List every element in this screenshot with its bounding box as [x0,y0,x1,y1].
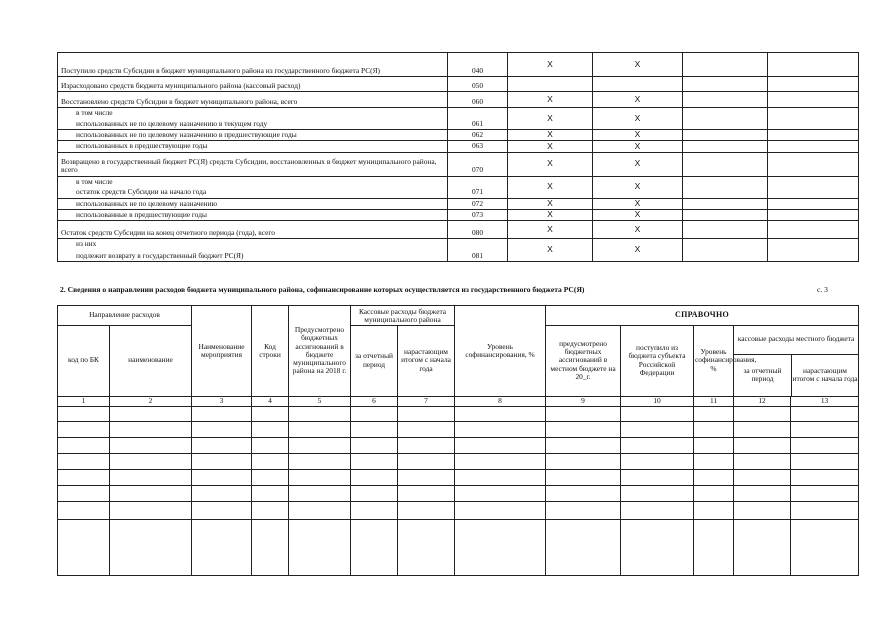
header-kbk: код по БК [58,325,110,396]
cell-empty [768,198,859,209]
table-cell [694,485,734,501]
cell-empty [768,209,859,220]
table-cell [192,406,252,421]
cell-x: X [508,198,593,209]
row-label: из них [58,239,448,250]
row-label: Возвращено в государственный бюджет РС(Я) средств Субсидии, восстановленных в бюджет муниципального района, всего [58,152,448,176]
row-label: остаток средств Субсидии на начало года [58,187,448,198]
table-cell [791,519,859,575]
table-row [58,453,859,469]
cell-empty [683,92,768,108]
table-cell [252,453,289,469]
table-cell [734,519,791,575]
cell-x: X [508,53,593,77]
cell-x: X [593,130,683,141]
table-cell [546,453,621,469]
table-cell [252,485,289,501]
table-cell [192,501,252,519]
column-number: 10 [621,396,694,406]
cell-x: X [508,130,593,141]
cell-x: X [593,209,683,220]
header-ref-cash-period: за отчетный период [734,355,792,396]
table-cell [398,453,455,469]
table-cell [252,501,289,519]
table-cell [546,469,621,485]
cell-x: X [593,239,683,262]
table-row [58,130,859,141]
row-code: 062 [448,130,508,141]
cell-empty [683,209,768,220]
table-cell [791,469,859,485]
table-cell [694,519,734,575]
table-cell [694,469,734,485]
table-row [58,501,859,519]
table-cell [621,519,694,575]
table-cell [398,469,455,485]
table-cell [58,406,110,421]
row-label: использованных не по целевому назначению в предшествующие годы [58,130,448,141]
table-cell [289,437,351,453]
cell-empty [683,239,768,262]
table-cell [252,437,289,453]
table-row [58,485,859,501]
cell-empty [768,108,859,130]
header-ref-planned: предусмотрено бюджетных ассигнований в местном бюджете на 20_г. [546,325,621,396]
row-label: использованных не по целевому назначению [58,198,448,209]
row-label: Остаток средств Субсидии на конец отчетного периода (года), всего [58,221,448,239]
table-cell [58,421,110,437]
header-direction: Направление расходов [58,306,192,326]
table-cell [621,469,694,485]
column-number-row [58,396,859,406]
table-cell [58,453,110,469]
column-number: 1 [58,396,110,406]
table-row [58,141,859,152]
cell-empty [683,53,768,77]
row-label: Поступило средств Субсидии в бюджет муниципального района из государственного бюджета РС(Я) [58,53,448,77]
table-cell [734,437,791,453]
cell-empty [768,77,859,92]
table-cell [621,406,694,421]
table-cell [192,469,252,485]
table-cell [546,501,621,519]
cell-x: X [593,92,683,108]
column-number: 2 [110,396,192,406]
table-cell [398,501,455,519]
cell-empty [683,130,768,141]
table-cell [192,421,252,437]
table-row [58,198,859,209]
table-cell [621,421,694,437]
cell-empty [768,239,859,262]
row-code: 050 [448,77,508,92]
cell-x: X [508,221,593,239]
table-cell [694,501,734,519]
row-label: использованных не по целевому назначению в текущем году [58,119,448,130]
column-number: 3 [192,396,252,406]
table-cell [546,437,621,453]
header-ref-cash-group [734,325,859,396]
row-code: 081 [448,239,508,262]
cell-empty [683,152,768,176]
table-cell [58,501,110,519]
table-cell [455,453,546,469]
cell-empty [593,77,683,92]
cell-x: X [593,221,683,239]
table-cell [289,485,351,501]
table-cell [791,501,859,519]
cell-x: X [508,239,593,262]
table-cell [694,453,734,469]
cell-empty [768,221,859,239]
cell-x: X [508,209,593,220]
header-planned: Предусмотрено бюджетных ассигнований в бюджете муниципального района на 2018 г. [289,306,351,397]
table-cell [289,421,351,437]
row-label: Израсходовано средств бюджета муниципального района (кассовый расход) [58,77,448,92]
table-cell [351,437,398,453]
cell-x: X [593,198,683,209]
row-label: подлежит возврату в государственный бюджет РС(Я) [58,250,448,262]
table-row [58,406,859,421]
table-cell [734,421,791,437]
table-cell [398,519,455,575]
balance-table [57,52,859,262]
cell-x: X [593,152,683,176]
expenses-table [57,305,859,576]
table-row [58,152,859,176]
section-title: 2. Сведения о направлении расходов бюджета муниципального района, софинансирование которых осуществляется из государственного бюджета РС(Я) [60,285,585,294]
table-cell [791,453,859,469]
row-code: 063 [448,141,508,152]
header-name: наименование [110,325,192,396]
column-number: 6 [351,396,398,406]
table-row [58,53,859,77]
table-cell [252,406,289,421]
table-cell [110,406,192,421]
row-label: в том числе [58,108,448,119]
table-cell [546,421,621,437]
cell-empty [683,141,768,152]
table-cell [351,485,398,501]
table-cell [110,421,192,437]
table-cell [58,485,110,501]
table-cell [252,469,289,485]
table-cell [694,437,734,453]
table-cell [351,453,398,469]
table-cell [734,485,791,501]
cell-x: X [508,152,593,176]
table-cell [791,437,859,453]
header-level: Уровень софинансирования, % [455,306,546,397]
row-code: 060 [448,92,508,108]
table-cell [58,519,110,575]
table-cell [546,519,621,575]
row-code: 072 [448,198,508,209]
cell-empty [683,176,768,198]
header-cash: Кассовые расходы бюджета муниципального района [351,306,455,326]
row-code: 070 [448,152,508,176]
table-cell [351,519,398,575]
table-row [58,209,859,220]
table-cell [455,485,546,501]
table-row [58,519,859,575]
table-cell [252,519,289,575]
header-event: Наименование мероприятия [192,306,252,397]
table-row [58,437,859,453]
cell-x: X [593,108,683,130]
cell-empty [768,92,859,108]
table-cell [192,437,252,453]
cell-empty [768,130,859,141]
cell-x: X [593,53,683,77]
cell-x: X [508,176,593,198]
table-cell [455,519,546,575]
table-cell [351,421,398,437]
column-number: 5 [289,396,351,406]
row-code: 040 [448,53,508,77]
row-label: использованные в предшествующие годы [58,209,448,220]
page-number: с. 3 [817,285,828,294]
table-row [58,77,859,92]
table-row [58,421,859,437]
header-line-code: Код строки [252,306,289,397]
table-body [58,406,859,575]
header-ref-level: Уровень софинансирования, % [694,325,734,396]
row-code: 080 [448,221,508,239]
table-cell [289,453,351,469]
table-cell [351,469,398,485]
table-cell [546,406,621,421]
row-code: 073 [448,209,508,220]
cell-empty [683,108,768,130]
cell-empty [768,53,859,77]
cell-empty [683,77,768,92]
table-cell [694,421,734,437]
table-cell [398,421,455,437]
column-number: 13 [791,396,859,406]
header-reference: СПРАВОЧНО [546,306,859,326]
table-cell [734,501,791,519]
column-number: 11 [694,396,734,406]
table-cell [734,453,791,469]
table-cell [734,406,791,421]
cell-empty [768,176,859,198]
table-cell [621,437,694,453]
table-cell [192,485,252,501]
column-number: 9 [546,396,621,406]
table-cell [289,406,351,421]
column-number: 7 [398,396,455,406]
table-row [58,239,859,250]
cell-empty [683,221,768,239]
table-cell [398,485,455,501]
table-cell [621,485,694,501]
cell-x: X [593,176,683,198]
row-code: 061 [448,108,508,130]
column-number: 12 [734,396,791,406]
cell-empty [683,198,768,209]
table-cell [455,437,546,453]
row-label: в том числе [58,176,448,187]
table-cell [791,406,859,421]
table-cell [110,485,192,501]
table-cell [398,406,455,421]
table-cell [351,406,398,421]
table-cell [110,453,192,469]
cell-empty [508,77,593,92]
header-cash-period: за отчетный период [351,325,398,396]
table-row [58,92,859,108]
table-cell [192,453,252,469]
table-row [58,469,859,485]
table-cell [734,469,791,485]
table-cell [791,421,859,437]
table-cell [58,469,110,485]
table-cell [110,501,192,519]
cell-x: X [593,141,683,152]
table-row [58,176,859,187]
header-ref-cash-cum: нарастающим итогом с начала года [792,365,858,384]
table-cell [289,519,351,575]
row-label: Восстановлено средств Субсидии в бюджет муниципального района, всего [58,92,448,108]
table-cell [621,453,694,469]
row-code: 071 [448,176,508,198]
cell-x: X [508,141,593,152]
table-cell [289,501,351,519]
column-number: 4 [252,396,289,406]
table-cell [455,406,546,421]
header-cash-cum: нарастающим итогом с начала года [398,325,455,396]
table-row [58,108,859,119]
table-cell [110,437,192,453]
table-cell [791,485,859,501]
header-ref-received: поступило из бюджета субъекта Российской Федерации [621,325,694,396]
table-cell [694,406,734,421]
column-number: 8 [455,396,546,406]
cell-x: X [508,92,593,108]
table-row [58,221,859,239]
header-ref-cash: кассовые расходы местного бюджета [734,326,858,355]
table-cell [110,519,192,575]
table-cell [546,485,621,501]
table-cell [455,469,546,485]
table-cell [455,421,546,437]
table-cell [58,437,110,453]
cell-x: X [508,108,593,130]
cell-empty [768,141,859,152]
table-cell [398,437,455,453]
table-cell [351,501,398,519]
cell-empty [768,152,859,176]
table-cell [252,421,289,437]
table-cell [110,469,192,485]
table-cell [455,501,546,519]
table-cell [192,519,252,575]
table-cell [289,469,351,485]
table-cell [621,501,694,519]
header-row [58,306,859,326]
row-label: использованных в предшествующие годы [58,141,448,152]
